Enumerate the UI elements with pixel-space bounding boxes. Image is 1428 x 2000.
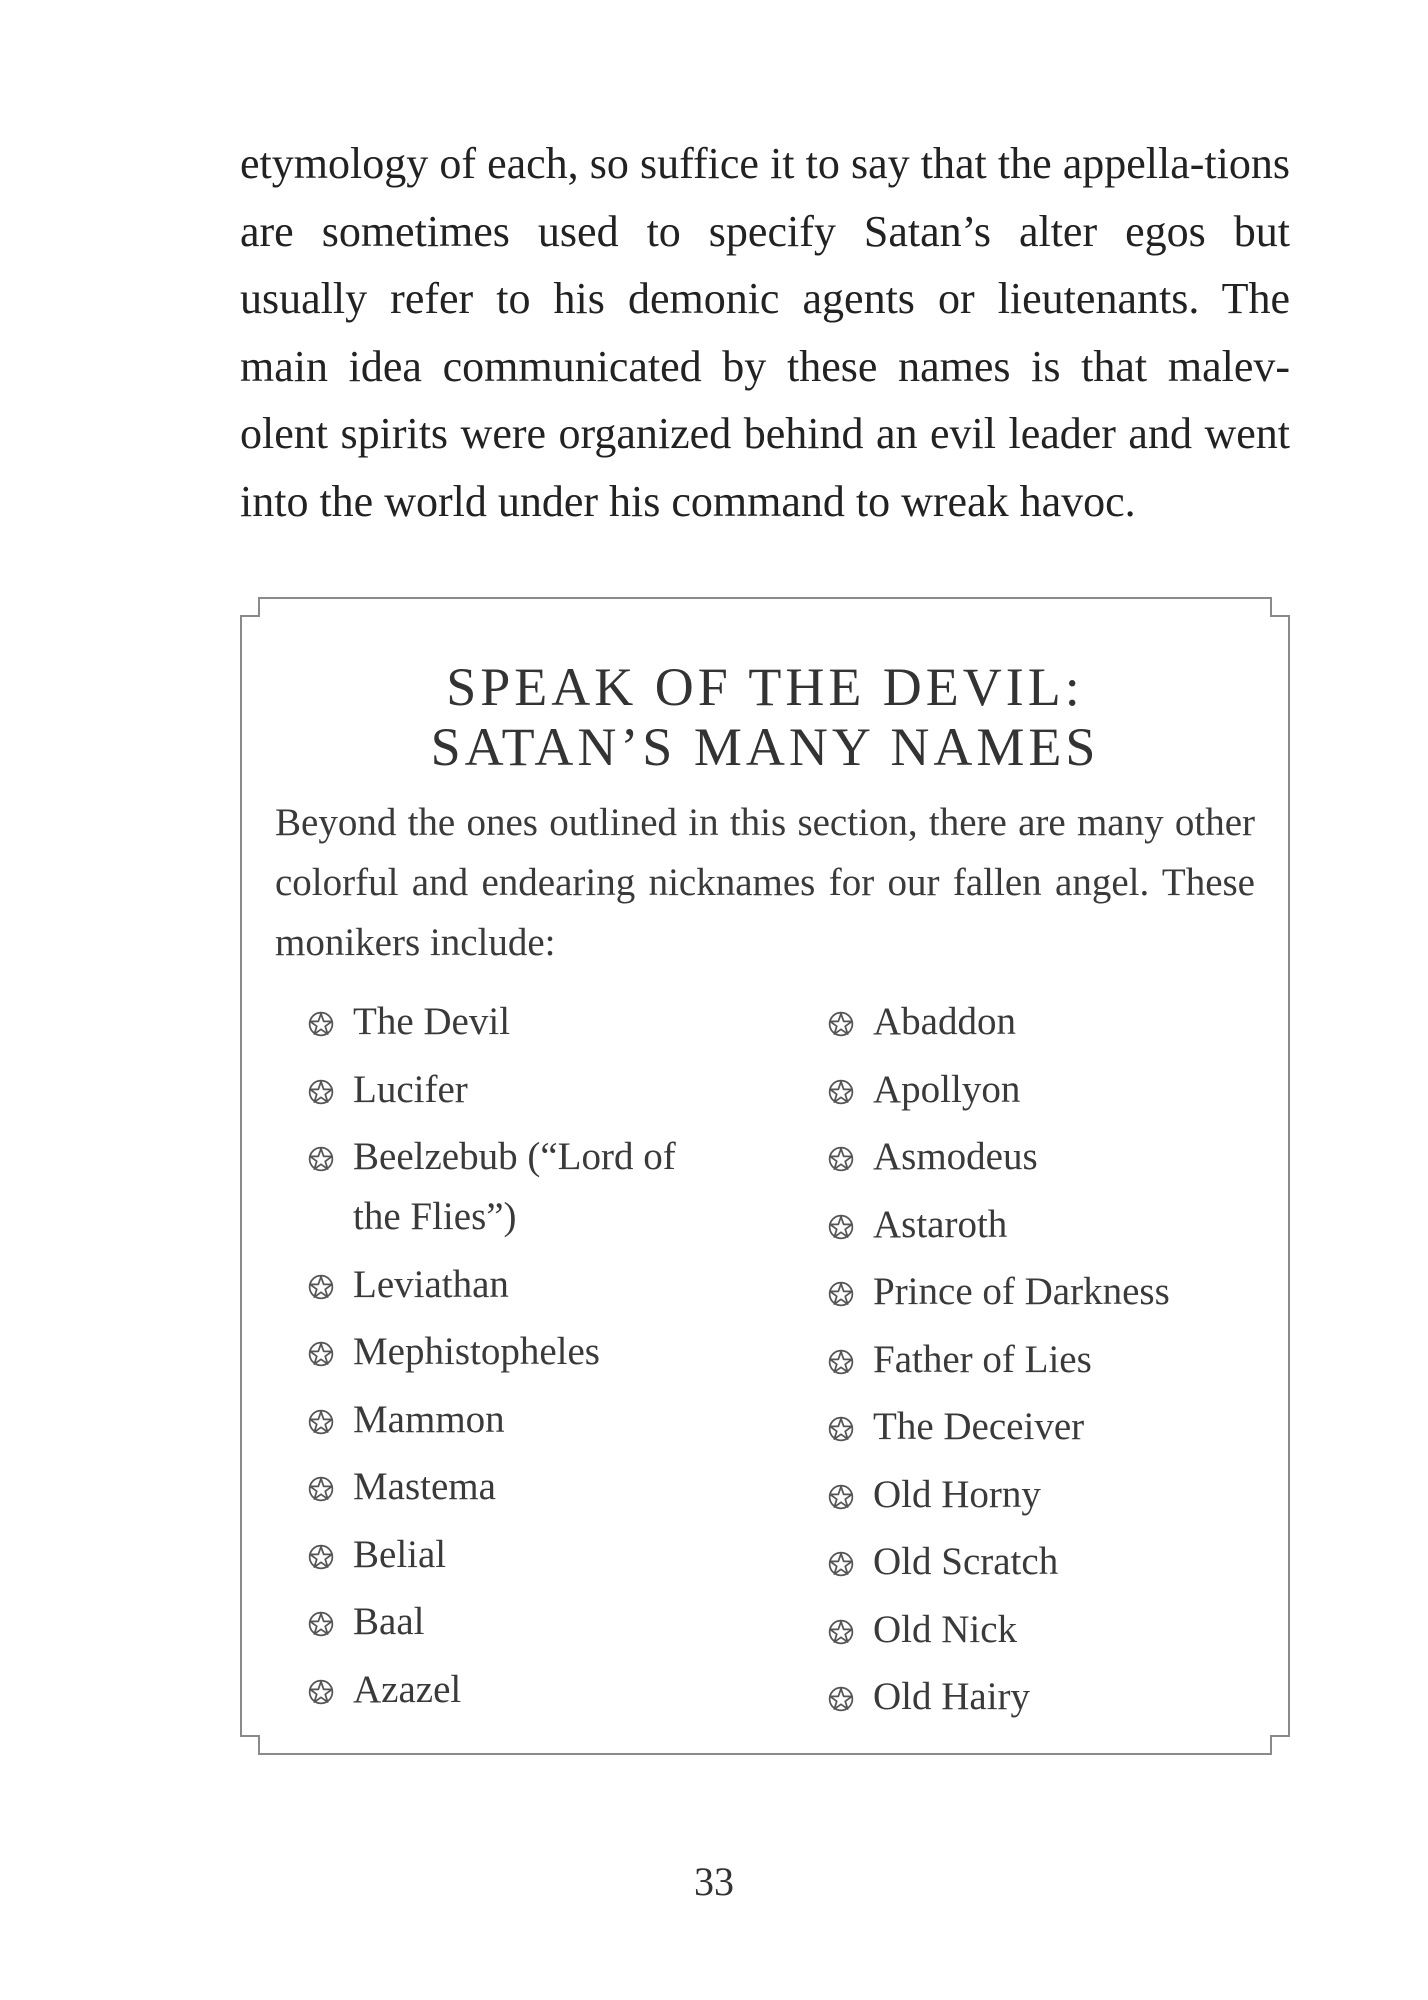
list-item	[308, 1525, 728, 1585]
pentagram-icon	[828, 1079, 854, 1105]
pentagram-icon	[828, 1619, 854, 1645]
pentagram-icon	[828, 1349, 854, 1375]
list-item	[828, 1060, 1268, 1120]
sidebar-intro: Beyond the ones outlined in this section, there are many other colorful and endearing nicknames for our fallen angel. These monikers include:	[275, 801, 1255, 964]
list-item	[308, 1660, 728, 1720]
list-item-label: Apollyon	[873, 1067, 1021, 1111]
list-item-label: Father of Lies	[873, 1337, 1092, 1381]
list-item-label: Old Hairy	[873, 1675, 1031, 1718]
list-item	[828, 1127, 1268, 1187]
pentagram-icon	[828, 1416, 854, 1442]
list-item-label: Asmodeus	[873, 1135, 1038, 1178]
list-item	[828, 1465, 1268, 1525]
pentagram-icon	[828, 1686, 854, 1712]
pentagram-icon	[828, 1484, 854, 1510]
list-item	[828, 1195, 1268, 1255]
pentagram-icon	[308, 1079, 334, 1105]
list-item-label: Abaddon	[873, 1000, 1016, 1043]
list-item	[308, 1060, 728, 1120]
list-item-label: The Devil	[353, 1000, 511, 1043]
list-item-label: Old Horny	[873, 1472, 1041, 1516]
pentagram-icon	[828, 1011, 854, 1037]
list-item-label: Mammon	[353, 1397, 505, 1441]
pentagram-icon	[828, 1214, 854, 1240]
list-item	[308, 1322, 728, 1382]
sidebar-title-line-2: SATAN’S MANY NAMES	[430, 717, 1100, 777]
list-item-label: The Deceiver	[873, 1405, 1085, 1448]
pentagram-icon	[828, 1281, 854, 1307]
page-number: 33	[694, 1859, 734, 1904]
pentagram-icon	[308, 1011, 334, 1037]
list-item-label: Beelzebub (“Lord of the Flies”)	[353, 1135, 676, 1238]
list-item-label: Azazel	[353, 1667, 462, 1711]
pentagram-icon	[828, 1146, 854, 1172]
pentagram-icon	[308, 1274, 334, 1300]
list-item-label: Old Scratch	[873, 1540, 1059, 1583]
list-item	[308, 1457, 728, 1517]
pentagram-icon	[308, 1476, 334, 1502]
sidebar-title-line-1: SPEAK OF THE DEVIL:	[446, 657, 1084, 717]
body-paragraph: etymology of each, so suffice it to say that the appella-tions are sometimes used to specify Satan’s alter egos but usually refer to his demonic agents or lieutenants. The main idea communicated by these names is that malev-olent spirits were organized behind an evil leader and went into the world under his command to wreak havoc.	[240, 139, 1290, 526]
list-item-label: Prince of Darkness	[873, 1270, 1170, 1313]
list-item	[308, 1255, 728, 1315]
pentagram-icon	[308, 1341, 334, 1367]
list-item-label: Mephistopheles	[353, 1330, 600, 1373]
list-item-label: Belial	[353, 1532, 447, 1576]
list-item	[308, 992, 728, 1052]
list-item	[828, 1397, 1268, 1457]
list-item-label: Lucifer	[353, 1067, 468, 1111]
pentagram-icon	[828, 1551, 854, 1577]
list-item-label: Leviathan	[353, 1262, 509, 1306]
sidebar-box	[240, 597, 1290, 1755]
list-item	[308, 1127, 728, 1247]
list-item	[308, 1592, 728, 1652]
list-item	[828, 992, 1268, 1052]
list-item	[828, 1600, 1268, 1660]
list-item-label: Mastema	[353, 1465, 496, 1508]
list-item	[828, 1262, 1268, 1322]
list-item-label: Old Nick	[873, 1607, 1018, 1651]
list-item-label: Baal	[353, 1600, 425, 1643]
pentagram-icon	[308, 1409, 334, 1435]
names-list-right	[828, 992, 1268, 1735]
list-item	[828, 1532, 1268, 1592]
names-list-left	[308, 992, 728, 1727]
pentagram-icon	[308, 1544, 334, 1570]
list-item	[828, 1667, 1268, 1727]
list-item	[828, 1330, 1268, 1390]
pentagram-icon	[308, 1611, 334, 1637]
pentagram-icon	[308, 1146, 334, 1172]
pentagram-icon	[308, 1679, 334, 1705]
list-item-label: Astaroth	[873, 1202, 1008, 1246]
list-item	[308, 1390, 728, 1450]
